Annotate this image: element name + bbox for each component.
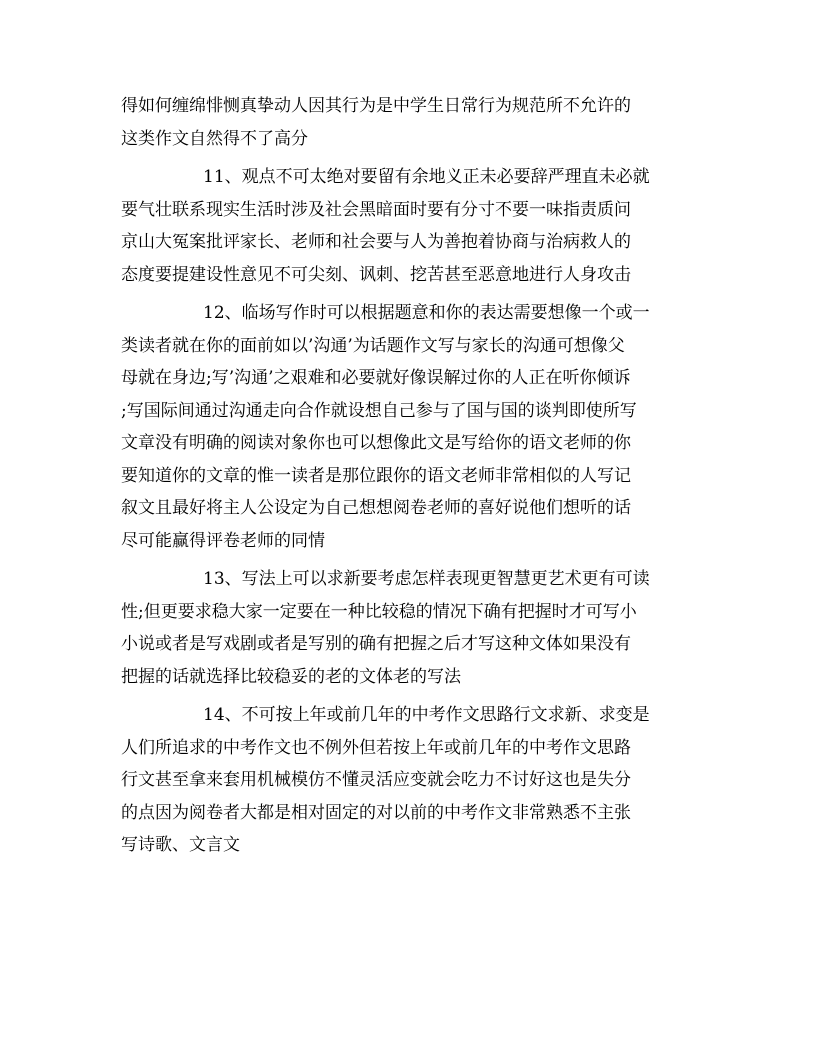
text-line: 的点因为阅卷者大都是相对固定的对以前的中考作文非常熟悉不主张	[121, 802, 631, 823]
text-line: 类读者就在你的面前如以’沟通’为话题作文写与家长的沟通可想像父	[121, 335, 625, 356]
paragraph-13-start: 13、写法上可以求新要考虑怎样表现更智慧更艺术更有可读	[203, 569, 650, 589]
text-line: 人们所追求的中考作文也不例外但若按上年或前几年的中考作文思路	[121, 737, 631, 758]
text-line: 把握的话就选择比较稳妥的老的文体老的写法	[121, 666, 461, 687]
text-line: 得如何缠绵悱恻真挚动人因其行为是中学生日常行为规范所不允许的	[121, 96, 631, 116]
document-body	[121, 90, 696, 862]
paragraph-12-start: 12、临场写作时可以根据题意和你的表达需要想像一个或一	[203, 303, 650, 323]
text-line: 叙文且最好将主人公设定为自己想想阅卷老师的喜好说他们想听的话	[121, 498, 631, 518]
text-line: 写诗歌、文言文	[121, 835, 240, 855]
text-line: 态度要提建设性意见不可尖刻、讽刺、挖苦甚至恶意地进行人身攻击	[121, 264, 631, 285]
paragraph-14-start: 14、不可按上年或前几年的中考作文思路行文求新、求变是	[203, 705, 650, 725]
text-line: ;写国际间通过沟通走向合作就设想自己参与了国与国的谈判即使所写	[121, 400, 637, 421]
text-line: 小说或者是写戏剧或者是写别的确有把握之后才写这种文体如果没有	[121, 634, 631, 654]
text-line: 文章没有明确的阅读对象你也可以想像此文是写给你的语文老师的你	[121, 433, 631, 453]
text-line: 性;但更要求稳大家一定要在一种比较稳的情况下确有把握时才可写小	[121, 601, 637, 622]
text-line: 要知道你的文章的惟一读者是那位跟你的语文老师非常相似的人写记	[121, 465, 631, 486]
paragraph-11-start: 11、观点不可太绝对要留有余地义正未必要辞严理直未必就	[203, 167, 650, 187]
text-line: 行文甚至拿来套用机械模仿不懂灵活应变就会吃力不讨好这也是失分	[121, 770, 631, 790]
text-line: 京山大冤案批评家长、老师和社会要与人为善抱着协商与治病救人的	[121, 232, 631, 252]
text-line: 这类作文自然得不了高分	[121, 128, 308, 149]
text-line: 要气壮联系现实生活时涉及社会黑暗面时要有分寸不要一味指责质问	[121, 199, 631, 220]
text-line: 母就在身边;写’沟通’之艰难和必要就好像误解过你的人正在听你倾诉	[121, 368, 631, 388]
text-line: 尽可能赢得评卷老师的同情	[121, 530, 325, 551]
